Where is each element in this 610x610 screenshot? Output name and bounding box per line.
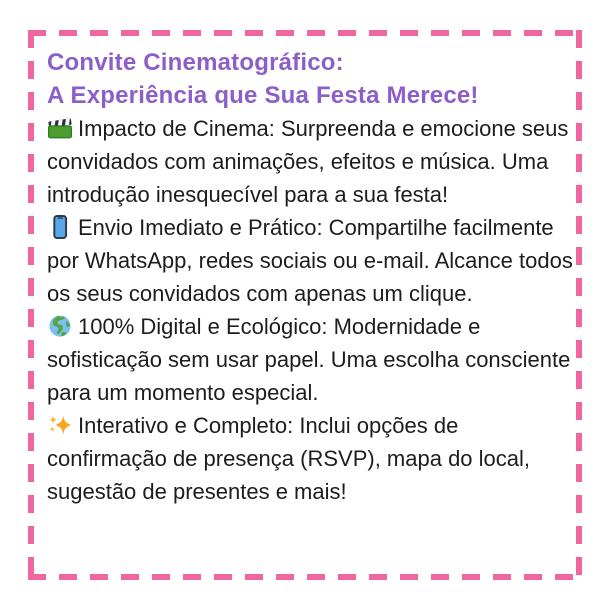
title-line-2: A Experiência que Sua Festa Merece! — [47, 82, 479, 109]
globe-icon — [47, 313, 73, 339]
feature-digital-eco — [47, 310, 573, 409]
feature-text: 100% Digital e Ecológico: Modernidade e sofisticação sem usar papel. Uma escolha consciente para um momento especial. — [47, 314, 571, 405]
title-line-1: Convite Cinematográfico: — [47, 49, 344, 76]
feature-instant-sending — [47, 211, 573, 310]
feature-text: Interativo e Completo: Inclui opções de confirmação de presença (RSVP), mapa do local, sugestão de presentes e mais! — [47, 413, 531, 504]
feature-text: Impacto de Cinema: Surpreenda e emocione seus convidados com animações, efeitos e música. Uma introdução inesquecível para a sua festa! — [47, 116, 569, 207]
clapperboard-icon — [47, 115, 73, 141]
dashed-border-right — [576, 30, 582, 580]
flyer-content — [47, 46, 573, 508]
feature-interactive — [47, 409, 573, 508]
dashed-border-top — [28, 30, 582, 36]
dashed-border-left — [28, 30, 34, 580]
sparkles-icon — [47, 412, 73, 438]
page-title — [47, 46, 573, 112]
dashed-border-bottom — [28, 574, 582, 580]
mobile-phone-icon — [47, 214, 73, 240]
feature-text: Envio Imediato e Prático: Compartilhe facilmente por WhatsApp, redes sociais ou e-mail. Alcance todos os seus convidados com apenas um clique. — [47, 215, 573, 306]
feature-cinema-impact — [47, 112, 573, 211]
